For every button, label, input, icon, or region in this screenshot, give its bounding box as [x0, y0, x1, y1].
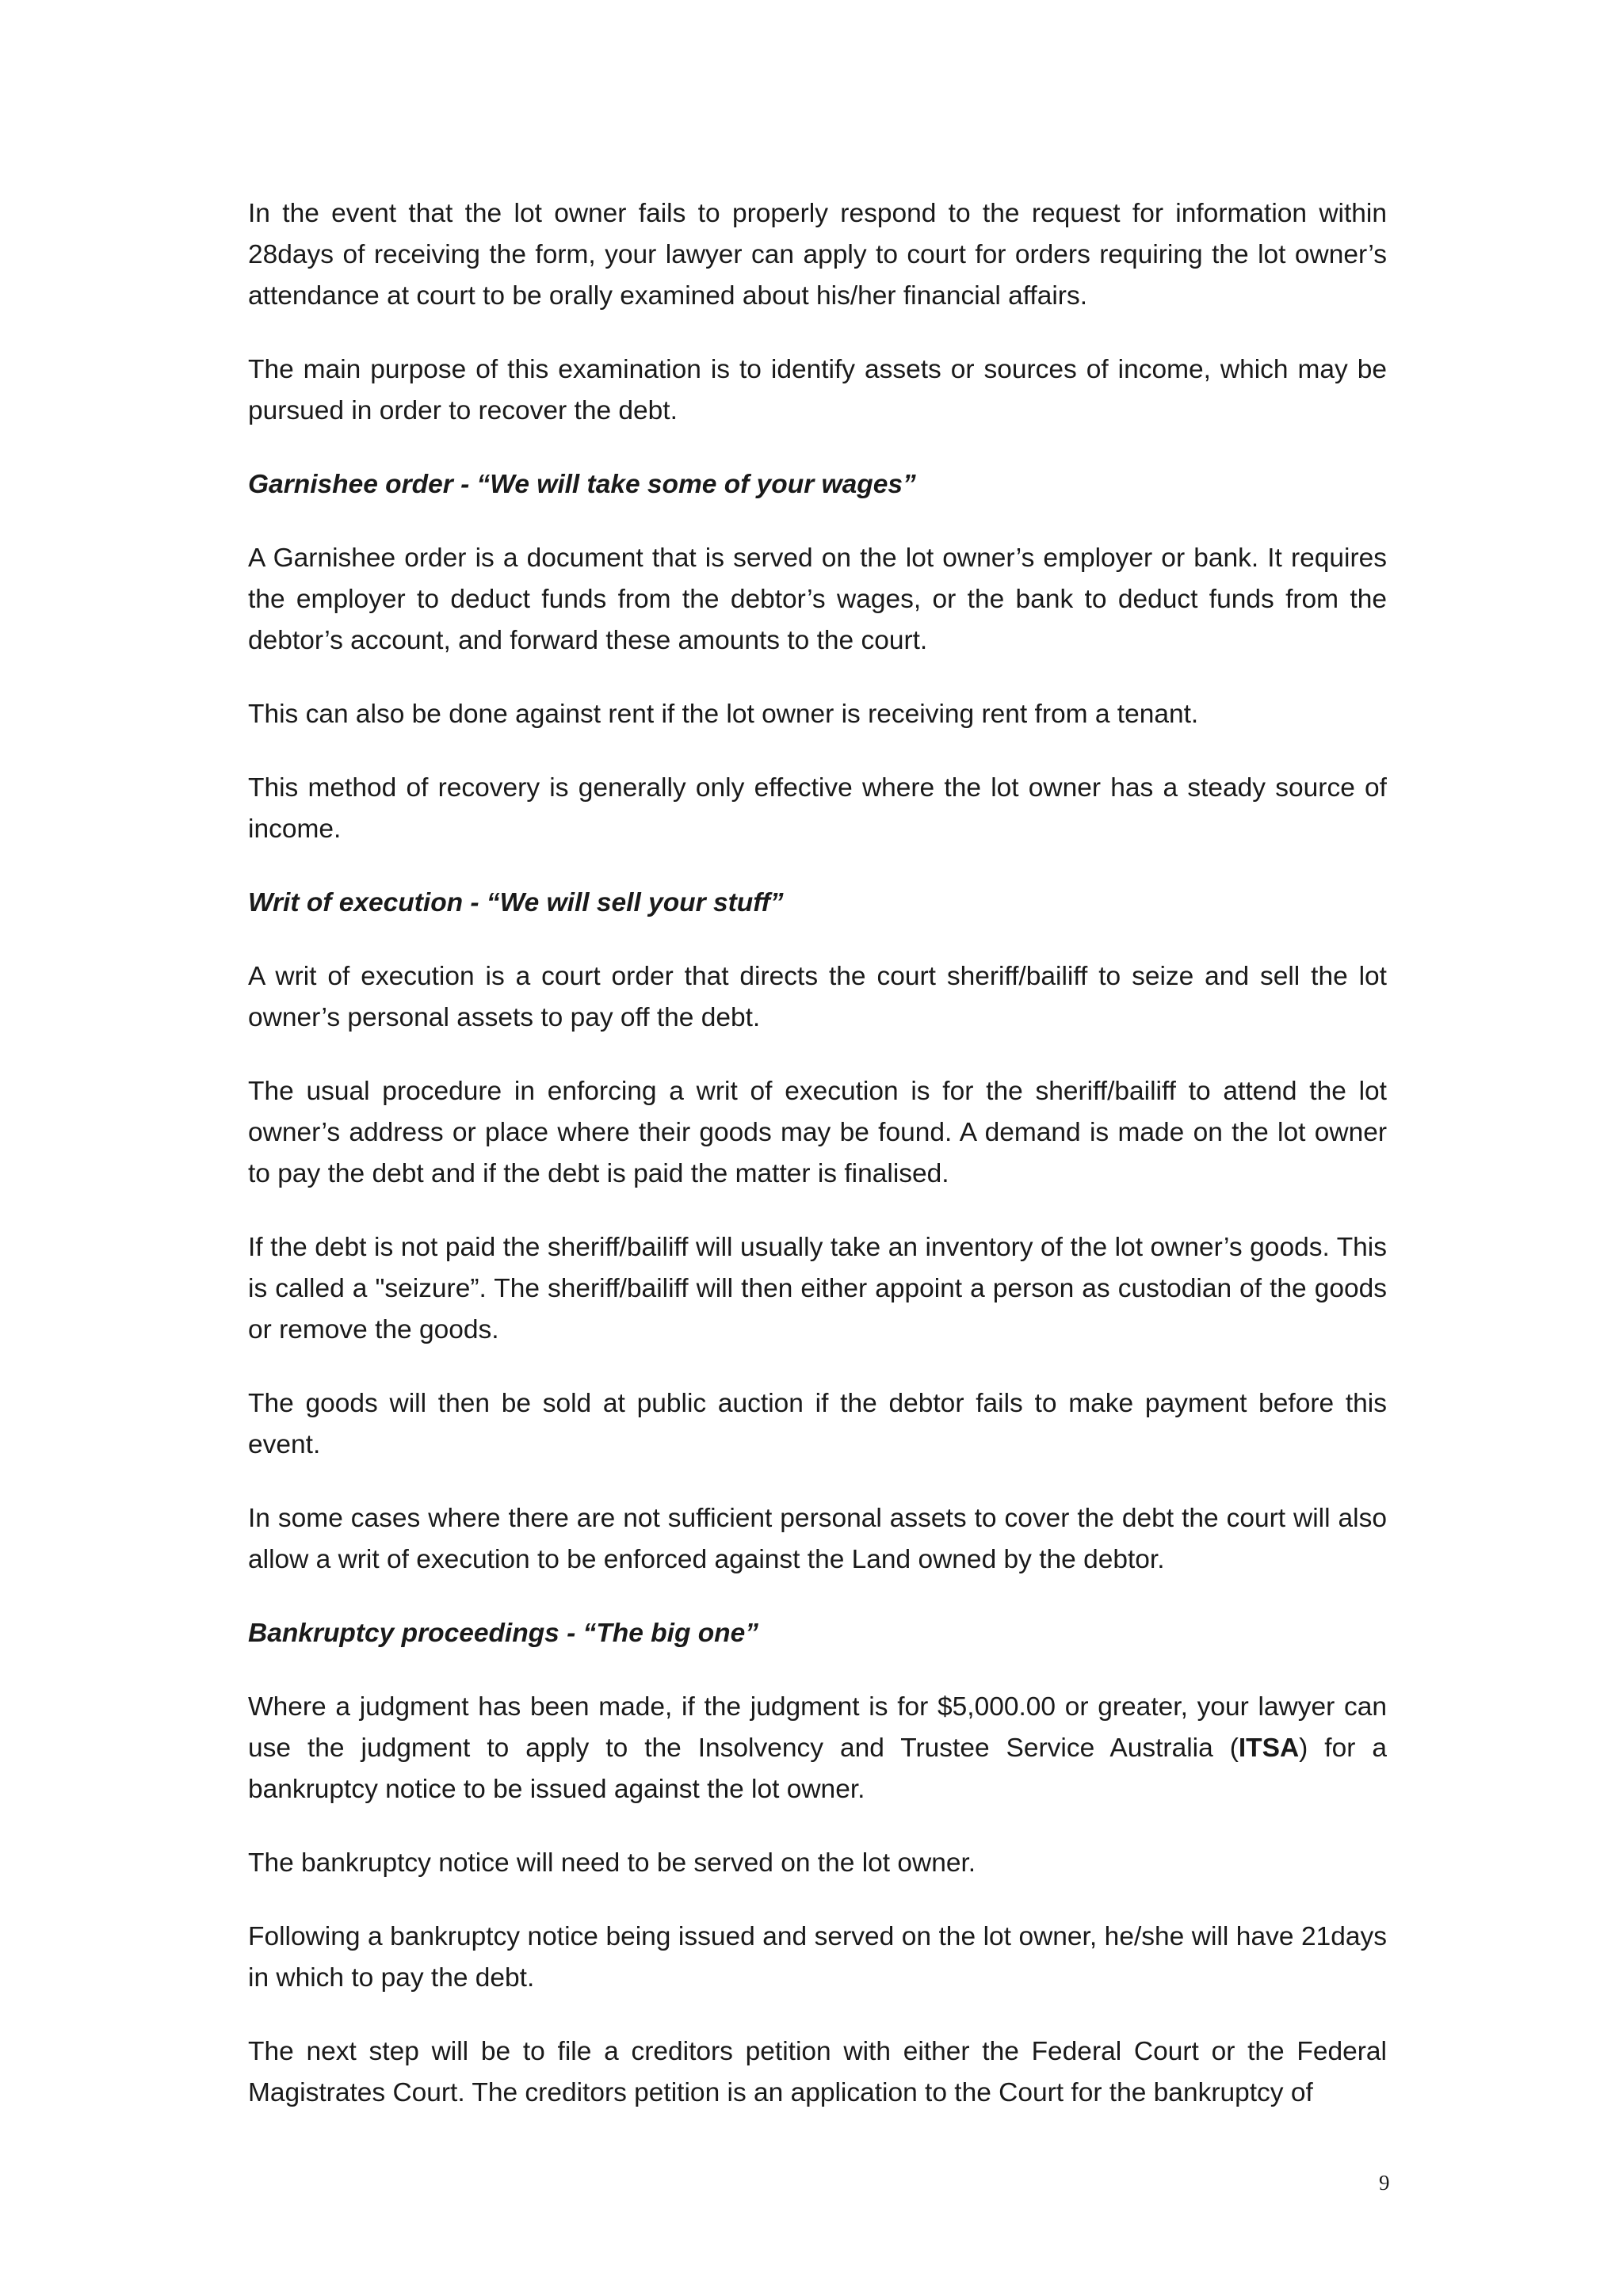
page-body — [248, 193, 1387, 2146]
paragraph-writ-procedure: The usual procedure in enforcing a writ of execution is for the sheriff/bailiff to attend the lot owner’s address or place where their goods may be found. A demand is made on the lot owner to pay the debt and if the debt is paid the matter is finalised. — [248, 1077, 1387, 1188]
paragraph-writ-land: In some cases where there are not sufficient personal assets to cover the debt the court will also allow a writ of execution to be enforced against the Land owned by the debtor. — [248, 1504, 1387, 1574]
paragraph-bankruptcy-service: The bankruptcy notice will need to be served on the lot owner. — [248, 1848, 976, 1878]
paragraph-writ-seizure: If the debt is not paid the sheriff/bailiff will usually take an inventory of the lot owner’s goods. This is called a "seizure”. The sheriff/bailiff will then either appoint a person as custodian of the goods or remove the goods. — [248, 1233, 1387, 1344]
paragraph-examination-purpose: The main purpose of this examination is to identify assets or sources of income, which may be pursued in order to recover the debt. — [248, 355, 1387, 425]
paragraph-bankruptcy-notice — [248, 1687, 1387, 1810]
heading-garnishee-order: Garnishee order - “We will take some of your wages” — [248, 470, 916, 499]
itsa-abbreviation: ITSA — [1238, 1733, 1300, 1763]
paragraph-bankruptcy-notice-start: Where a judgment has been made, if the judgment is for $5,000.00 or greater, your lawyer can use the judgment to apply to the Insolvency and Trustee Service Australia ( — [248, 1692, 1387, 1763]
paragraph-creditors-petition: The next step will be to file a creditors petition with either the Federal Court or the Federal Magistrates Court. The creditors petition is an application to the Court for the bankruptcy of — [248, 2037, 1387, 2107]
paragraph-oral-examination: In the event that the lot owner fails to properly respond to the request for information within 28days of receiving the form, your lawyer can apply to court for orders requiring the lot owner’s attendance at court to be orally examined about his/her financial affairs. — [248, 199, 1387, 311]
paragraph-writ-auction: The goods will then be sold at public auction if the debtor fails to make payment before this event. — [248, 1389, 1387, 1459]
paragraph-garnishee-effectiveness: This method of recovery is generally only effective where the lot owner has a steady source of income. — [248, 773, 1387, 844]
paragraph-garnishee-definition: A Garnishee order is a document that is served on the lot owner’s employer or bank. It requires the employer to deduct funds from the debtor’s wages, or the bank to deduct funds from the debtor’s account, and forward these amounts to the court. — [248, 543, 1387, 655]
paragraph-bankruptcy-payment-period: Following a bankruptcy notice being issued and served on the lot owner, he/she will have 21days in which to pay the debt. — [248, 1922, 1387, 1993]
heading-writ-of-execution: Writ of execution - “We will sell your stuff” — [248, 888, 784, 917]
paragraph-writ-definition: A writ of execution is a court order that directs the court sheriff/bailiff to seize and sell the lot owner’s personal assets to pay off the debt. — [248, 962, 1387, 1032]
page-number: 9 — [1379, 2171, 1390, 2195]
heading-bankruptcy-proceedings: Bankruptcy proceedings - “The big one” — [248, 1619, 759, 1648]
paragraph-bankruptcy-notice-end: ) for a bankruptcy notice to be issued against the lot owner. — [248, 1733, 1388, 1804]
paragraph-garnishee-rent: This can also be done against rent if the lot owner is receiving rent from a tenant. — [248, 700, 1199, 729]
